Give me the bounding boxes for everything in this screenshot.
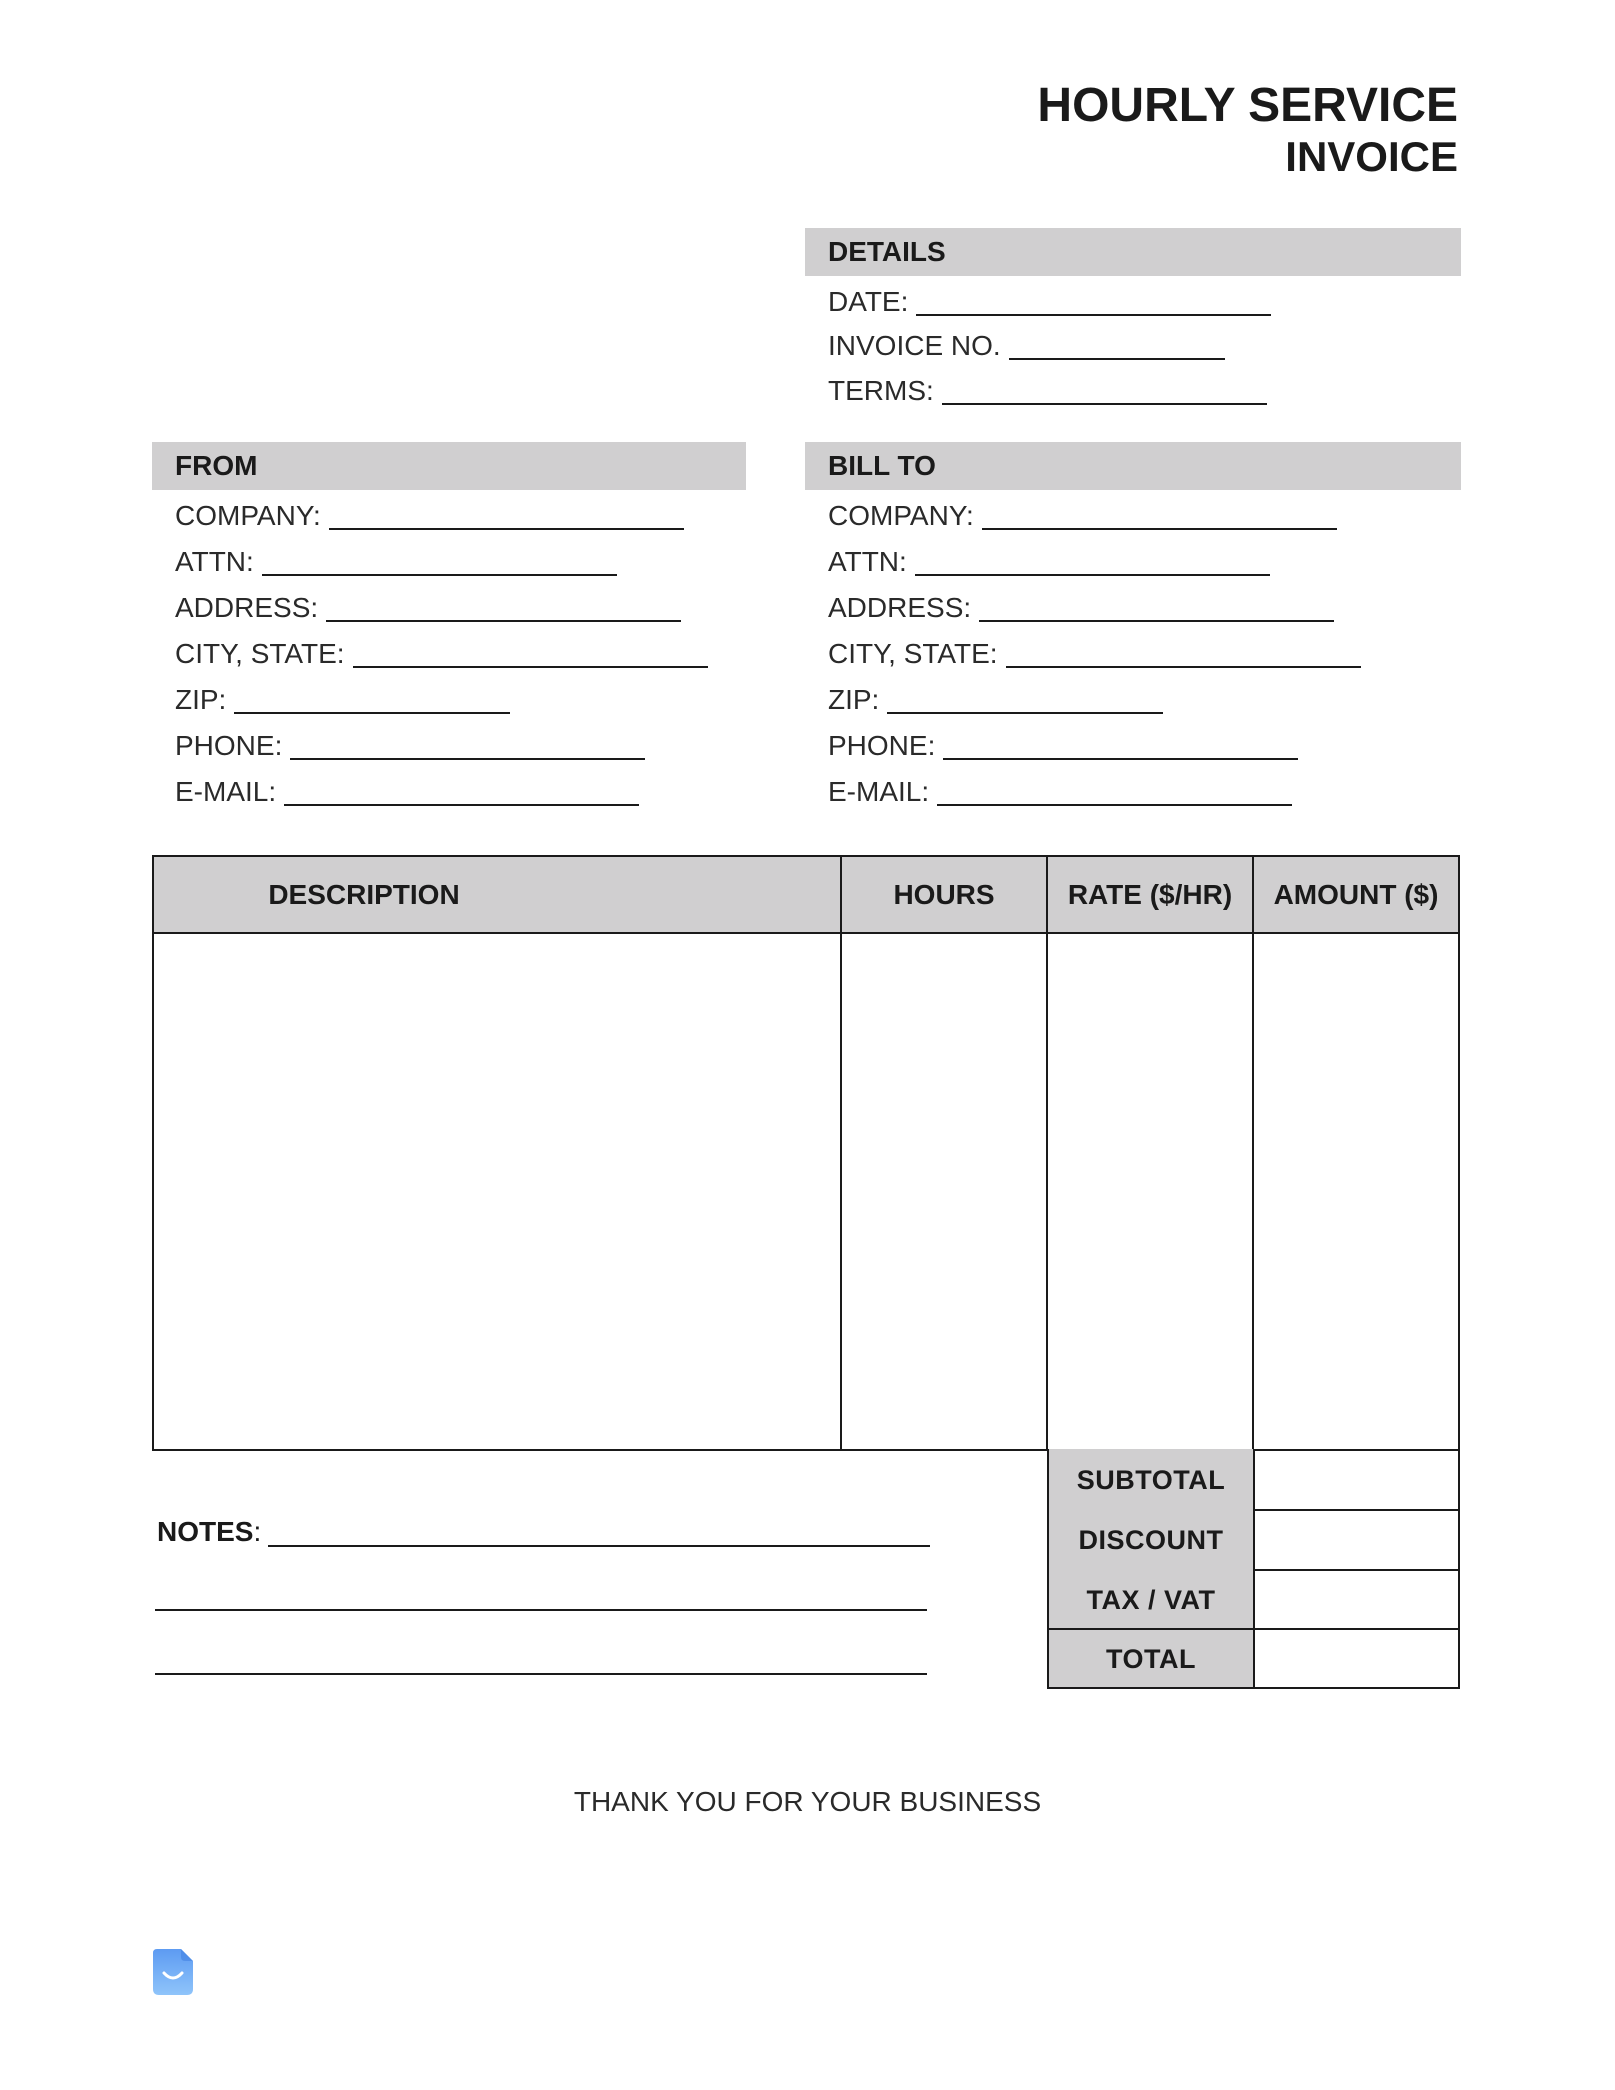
- details-heading: DETAILS: [805, 228, 1461, 276]
- from-phone-input-line[interactable]: [290, 728, 645, 760]
- from-email-field[interactable]: [175, 768, 639, 808]
- field-label: E-MAIL:: [175, 776, 277, 807]
- hours-cell[interactable]: [842, 934, 1046, 1449]
- field-label: ZIP:: [828, 684, 880, 715]
- tax-value[interactable]: [1255, 1571, 1458, 1628]
- notes-line-2[interactable]: [155, 1609, 927, 1611]
- from-address-input-line[interactable]: [326, 590, 681, 622]
- field-label: PHONE:: [828, 730, 936, 761]
- bill-to-phone-field[interactable]: [828, 722, 1298, 762]
- invoice-subtitle: INVOICE: [1285, 133, 1458, 180]
- invoice-title: HOURLY SERVICE: [1037, 79, 1458, 132]
- bill-to-attn-input-line[interactable]: [915, 544, 1270, 576]
- notes-line-3[interactable]: [155, 1673, 927, 1675]
- bill-to-attn-field[interactable]: [828, 538, 1270, 578]
- totals-block: [1047, 1449, 1460, 1689]
- details-terms-field[interactable]: [828, 367, 1267, 407]
- field-label: ADDRESS:: [175, 592, 319, 623]
- total-label: TOTAL: [1106, 1644, 1196, 1674]
- thank-you-message: THANK YOU FOR YOUR BUSINESS: [573, 1786, 1042, 1817]
- field-label: CITY, STATE:: [175, 638, 345, 669]
- total-value[interactable]: [1255, 1630, 1458, 1687]
- amount-cell[interactable]: [1254, 934, 1458, 1449]
- discount-label: DISCOUNT: [1078, 1525, 1224, 1555]
- date-input-line[interactable]: [916, 284, 1271, 316]
- bill-to-city-state-field[interactable]: [828, 630, 1361, 670]
- from-email-input-line[interactable]: [284, 774, 639, 806]
- items-table: [152, 855, 1460, 1451]
- document-logo-icon: [153, 1949, 193, 1995]
- column-header-hours: HOURS: [893, 879, 995, 910]
- bill-to-email-field[interactable]: [828, 768, 1292, 808]
- bill-to-city-state-input-line[interactable]: [1006, 636, 1361, 668]
- from-heading: FROM: [152, 442, 746, 490]
- field-label: ZIP:: [175, 684, 227, 715]
- bill-to-address-input-line[interactable]: [979, 590, 1334, 622]
- notes-label-text: NOTES: [157, 1516, 254, 1547]
- from-attn-field[interactable]: [175, 538, 617, 578]
- invoice-no-input-line[interactable]: [1009, 328, 1225, 360]
- from-company-field[interactable]: [175, 492, 684, 532]
- field-label: PHONE:: [175, 730, 283, 761]
- from-address-field[interactable]: [175, 584, 681, 624]
- field-label: INVOICE NO.: [828, 330, 1001, 361]
- field-label: COMPANY:: [175, 500, 321, 531]
- column-header-amount: AMOUNT ($): [1273, 879, 1439, 910]
- from-city-state-field[interactable]: [175, 630, 708, 670]
- rate-cell[interactable]: [1048, 934, 1252, 1449]
- subtotal-value[interactable]: [1255, 1449, 1458, 1509]
- field-label: CITY, STATE:: [828, 638, 998, 669]
- bill-to-company-field[interactable]: [828, 492, 1337, 532]
- from-city-state-input-line[interactable]: [353, 636, 708, 668]
- bill-to-zip-field[interactable]: [828, 676, 1163, 716]
- bill-to-address-field[interactable]: [828, 584, 1334, 624]
- column-header-description: DESCRIPTION: [268, 879, 460, 910]
- field-label: ADDRESS:: [828, 592, 972, 623]
- bill-to-zip-input-line[interactable]: [887, 682, 1163, 714]
- from-attn-input-line[interactable]: [262, 544, 617, 576]
- from-zip-field[interactable]: [175, 676, 510, 716]
- details-date-field[interactable]: [828, 278, 1271, 318]
- field-label: E-MAIL:: [828, 776, 930, 807]
- description-cell[interactable]: [154, 934, 840, 1449]
- bill-to-heading: BILL TO: [805, 442, 1461, 490]
- column-header-rate: RATE ($/HR): [1067, 879, 1233, 910]
- tax-label: TAX / VAT: [1086, 1585, 1216, 1615]
- subtotal-label: SUBTOTAL: [1076, 1465, 1226, 1495]
- from-zip-input-line[interactable]: [234, 682, 510, 714]
- notes-label-colon: :: [253, 1516, 262, 1547]
- bill-to-email-input-line[interactable]: [937, 774, 1292, 806]
- field-label: COMPANY:: [828, 500, 974, 531]
- notes-label: [157, 1516, 261, 1548]
- field-label: ATTN:: [828, 546, 907, 577]
- notes-line-1[interactable]: [268, 1545, 930, 1547]
- bill-to-phone-input-line[interactable]: [943, 728, 1298, 760]
- discount-value[interactable]: [1255, 1511, 1458, 1569]
- terms-input-line[interactable]: [942, 373, 1267, 405]
- from-company-input-line[interactable]: [329, 498, 684, 530]
- field-label: DATE:: [828, 286, 909, 317]
- bill-to-company-input-line[interactable]: [982, 498, 1337, 530]
- from-phone-field[interactable]: [175, 722, 645, 762]
- field-label: ATTN:: [175, 546, 254, 577]
- details-invoice-no-field[interactable]: [828, 322, 1225, 362]
- field-label: TERMS:: [828, 375, 934, 406]
